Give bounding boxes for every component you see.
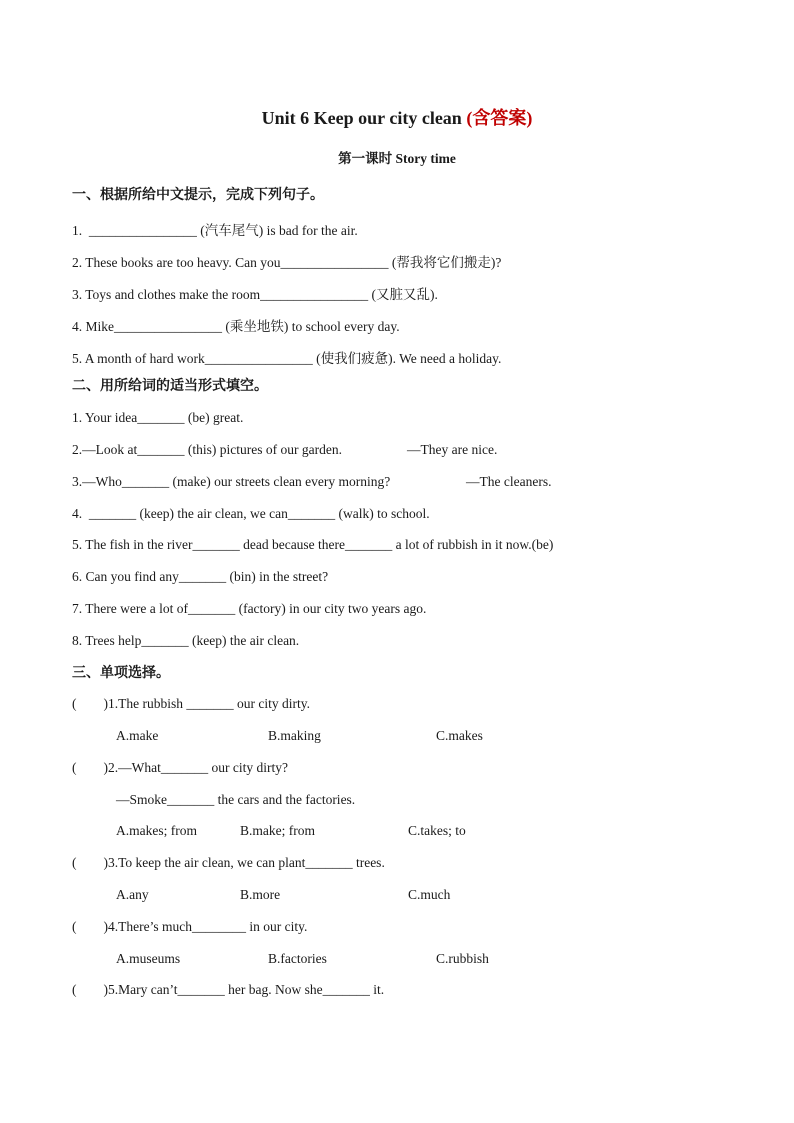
section1-item-1: 1. ________________ (汽车尾气) is bad for the air. <box>72 223 358 238</box>
section1-item-5: 5. A month of hard work________________ (使我们疲惫). We need a holiday. <box>72 351 502 366</box>
mc-q2-reply: —Smoke_______ the cars and the factories. <box>116 792 356 807</box>
mc-q4-option-c: C.rubbish <box>436 951 489 966</box>
section1-item-2: 2. These books are too heavy. Can you________________ (帮我将它们搬走)? <box>72 255 502 270</box>
mc-question-5: ( )5.Mary can’t_______ her bag. Now she_______ it. <box>72 982 385 997</box>
page-title <box>0 104 794 130</box>
mc-q2-option-a: A.makes; from <box>116 823 197 838</box>
mc-q2-option-b: B.make; from <box>240 823 315 838</box>
mc-q2-option-c: C.takes; to <box>408 823 466 838</box>
mc-question-1: ( )1.The rubbish _______ our city dirty. <box>72 696 310 711</box>
mc-q1-option-b: B.making <box>268 728 321 743</box>
mc-q3-option-c: C.much <box>408 887 451 902</box>
lesson-subtitle: 第一课时 Story time <box>338 151 456 166</box>
section2-item-6: 6. Can you find any_______ (bin) in the street? <box>72 569 329 584</box>
title-main: Unit 6 Keep our city clean <box>261 108 467 128</box>
section1-item-3: 3. Toys and clothes make the room________________ (又脏又乱). <box>72 287 438 302</box>
section1-heading: 一、根据所给中文提示，完成下列句子。 <box>72 187 324 203</box>
section2-item-2-reply: —They are nice. <box>407 442 498 457</box>
section2-item-4: 4. _______ (keep) the air clean, we can_______ (walk) to school. <box>72 506 430 521</box>
section2-heading: 二、用所给词的适当形式填空。 <box>72 378 268 394</box>
mc-question-2: ( )2.—What_______ our city dirty? <box>72 760 288 775</box>
section1-item-4: 4. Mike________________ (乘坐地铁) to school every day. <box>72 319 400 334</box>
mc-q3-option-a: A.any <box>116 887 149 902</box>
section2-item-1: 1. Your idea_______ (be) great. <box>72 410 244 425</box>
section2-item-3-reply: —The cleaners. <box>466 474 552 489</box>
section2-item-7: 7. There were a lot of_______ (factory) in our city two years ago. <box>72 601 427 616</box>
mc-question-4: ( )4.There’s much________ in our city. <box>72 919 308 934</box>
title-answer-note: (含答案) <box>466 108 533 128</box>
section2-item-2: 2.—Look at_______ (this) pictures of our garden. <box>72 442 342 457</box>
mc-q4-option-b: B.factories <box>268 951 327 966</box>
section2-item-8: 8. Trees help_______ (keep) the air clean. <box>72 633 300 648</box>
section2-item-3: 3.—Who_______ (make) our streets clean every morning? <box>72 474 391 489</box>
mc-q1-option-c: C.makes <box>436 728 483 743</box>
section3-heading: 三、单项选择。 <box>72 665 170 681</box>
mc-q4-option-a: A.museums <box>116 951 181 966</box>
section2-item-5: 5. The fish in the river_______ dead because there_______ a lot of rubbish in it now.(be) <box>72 537 554 552</box>
mc-question-3: ( )3.To keep the air clean, we can plant_______ trees. <box>72 855 385 870</box>
mc-q3-option-b: B.more <box>240 887 281 902</box>
mc-q1-option-a: A.make <box>116 728 159 743</box>
